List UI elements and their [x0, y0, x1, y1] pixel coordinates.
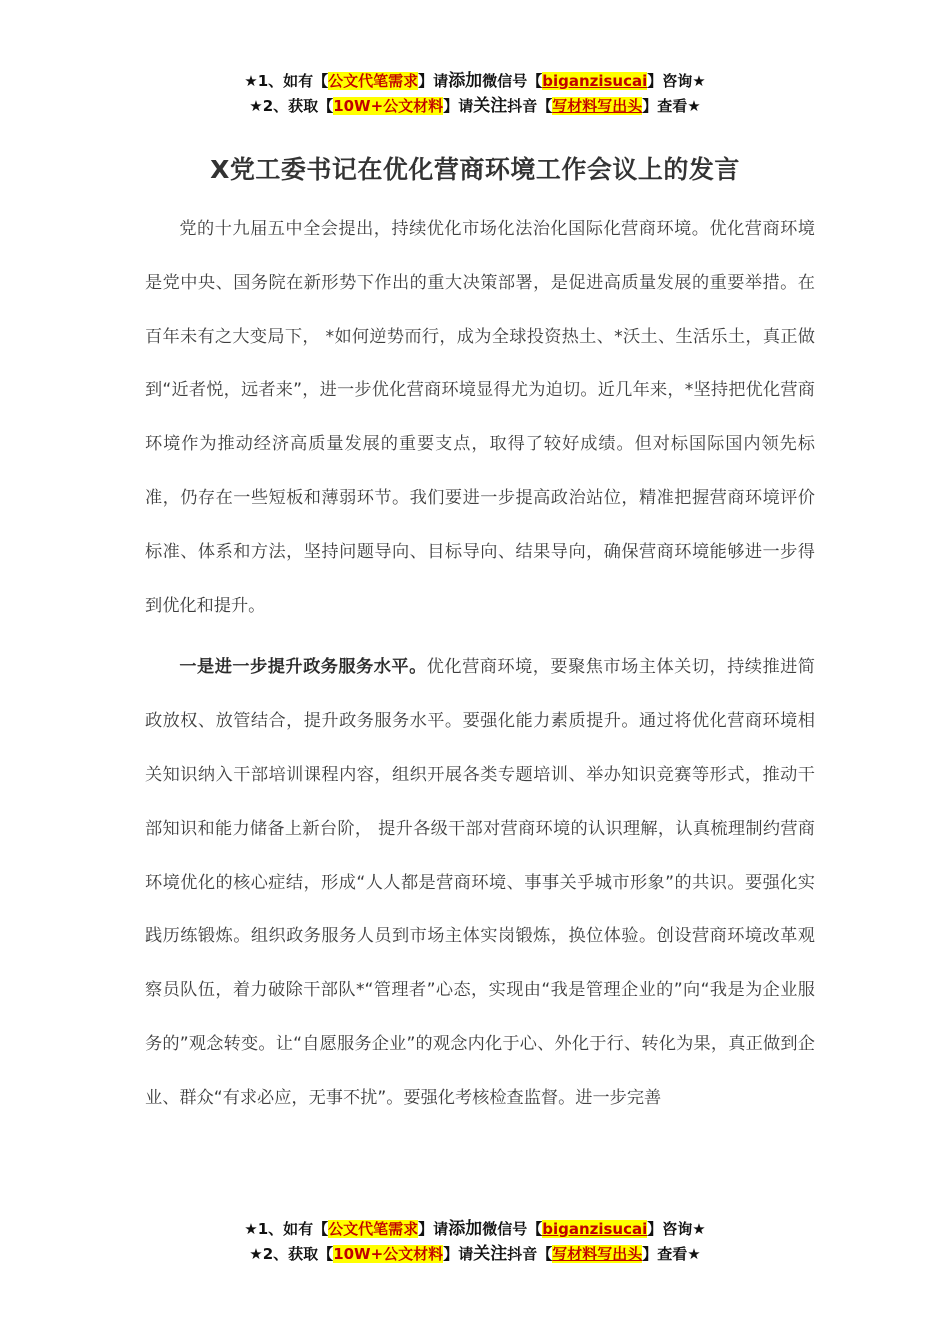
footer-line-1: [0, 1217, 950, 1242]
header-materials-highlight: 10W+公文材料: [333, 97, 444, 115]
footer-line-1-prefix: ★1、如有【: [244, 1220, 329, 1238]
header-line-2-text-2: 抖音【: [507, 97, 553, 115]
header-banner: [0, 69, 950, 119]
header-line-1-text: 】请: [418, 72, 449, 90]
footer-line-1-suffix: 】咨询★: [647, 1220, 706, 1238]
footer-materials-highlight: 10W+公文材料: [333, 1245, 444, 1263]
footer-line-1-text: 】请: [418, 1220, 449, 1238]
header-service-highlight: 公文代笔需求: [328, 72, 419, 90]
header-add-text: 添加: [448, 71, 483, 91]
header-wechat-id-link[interactable]: biganzisucai: [542, 72, 648, 90]
header-line-1-suffix: 】咨询★: [647, 72, 706, 90]
header-line-1-prefix: ★1、如有【: [244, 72, 329, 90]
document-title: X党工委书记在优化营商环境工作会议上的发言: [210, 155, 740, 184]
footer-line-2-suffix: 】查看★: [642, 1245, 701, 1263]
header-line-1-text-2: 微信号【: [482, 72, 543, 90]
header-douyin-account-link[interactable]: 写材料写出头: [552, 97, 643, 115]
footer-line-1-text-2: 微信号【: [482, 1220, 543, 1238]
document-body: [145, 203, 815, 1126]
footer-add-text: 添加: [448, 1219, 483, 1239]
header-line-2: [0, 94, 950, 119]
footer-service-highlight: 公文代笔需求: [328, 1220, 419, 1238]
footer-wechat-id-link[interactable]: biganzisucai: [542, 1220, 648, 1238]
footer-banner: [0, 1217, 950, 1267]
header-line-1: [0, 69, 950, 94]
header-line-2-suffix: 】查看★: [642, 97, 701, 115]
footer-line-2-prefix: ★2、获取【: [249, 1245, 334, 1263]
footer-follow-text: 关注: [473, 1244, 508, 1264]
footer-line-2: [0, 1242, 950, 1267]
paragraph-point-one-heading: 一是进一步提升政务服务水平。: [179, 657, 427, 678]
header-line-2-text: 】请: [443, 97, 474, 115]
paragraph-intro-text: 党的十九届五中全会提出，持续优化市场化法治化国际化营商环境。优化营商环境是党中央、国务院在新形势下作出的重大决策部署，是促进高质量发展的重要举措。在百年未有之大变局下， *如何逆势而行，成为全球投资热土、*沃土、生活乐土，真正做到“近者悦，远者来”，进一步优化营商环境显得尤为迫切。近几年来，*坚持把优化营商环境作为推动经济高质量发展的重要支点，取得了较好成绩。但对标国际国内领先标准，仍存在一些短板和薄弱环节。我们要进一步提高政治站位，精准把握营商环境评价标准、体系和方法，坚持问题导向、目标导向、结果导向，确保营商环境能够进一步得到优化和提升。: [145, 219, 815, 616]
footer-line-2-text: 】请: [443, 1245, 474, 1263]
header-line-2-prefix: ★2、获取【: [249, 97, 334, 115]
header-follow-text: 关注: [473, 96, 508, 116]
footer-douyin-account-link[interactable]: 写材料写出头: [552, 1245, 643, 1263]
footer-line-2-text-2: 抖音【: [507, 1245, 553, 1263]
paragraph-point-one-text: 优化营商环境，要聚焦市场主体关切，持续推进简政放权、放管结合，提升政务服务水平。要强化能力素质提升。通过将优化营商环境相关知识纳入干部培训课程内容，组织开展各类专题培训、举办知识竞赛等形式，推动干部知识和能力储备上新台阶， 提升各级干部对营商环境的认识理解，认真梳理制约营商环境优化的核心症结，形成“人人都是营商环境、事事关乎城市形象”的共识。要强化实践历练锻炼。组织政务服务人员到市场主体实岗锻炼，换位体验。创设营商环境改革观察员队伍，着力破除干部队*“管理者”心态，实现由“我是管理企业的”向“我是为企业服务的”观念转变。让“自愿服务企业”的观念内化于心、外化于行、转化为果，真正做到企业、群众“有求必应，无事不扰”。要强化考核检查监督。进一步完善: [145, 657, 815, 1108]
paragraph-intro: [145, 203, 815, 633]
paragraph-point-one: [145, 641, 815, 1125]
